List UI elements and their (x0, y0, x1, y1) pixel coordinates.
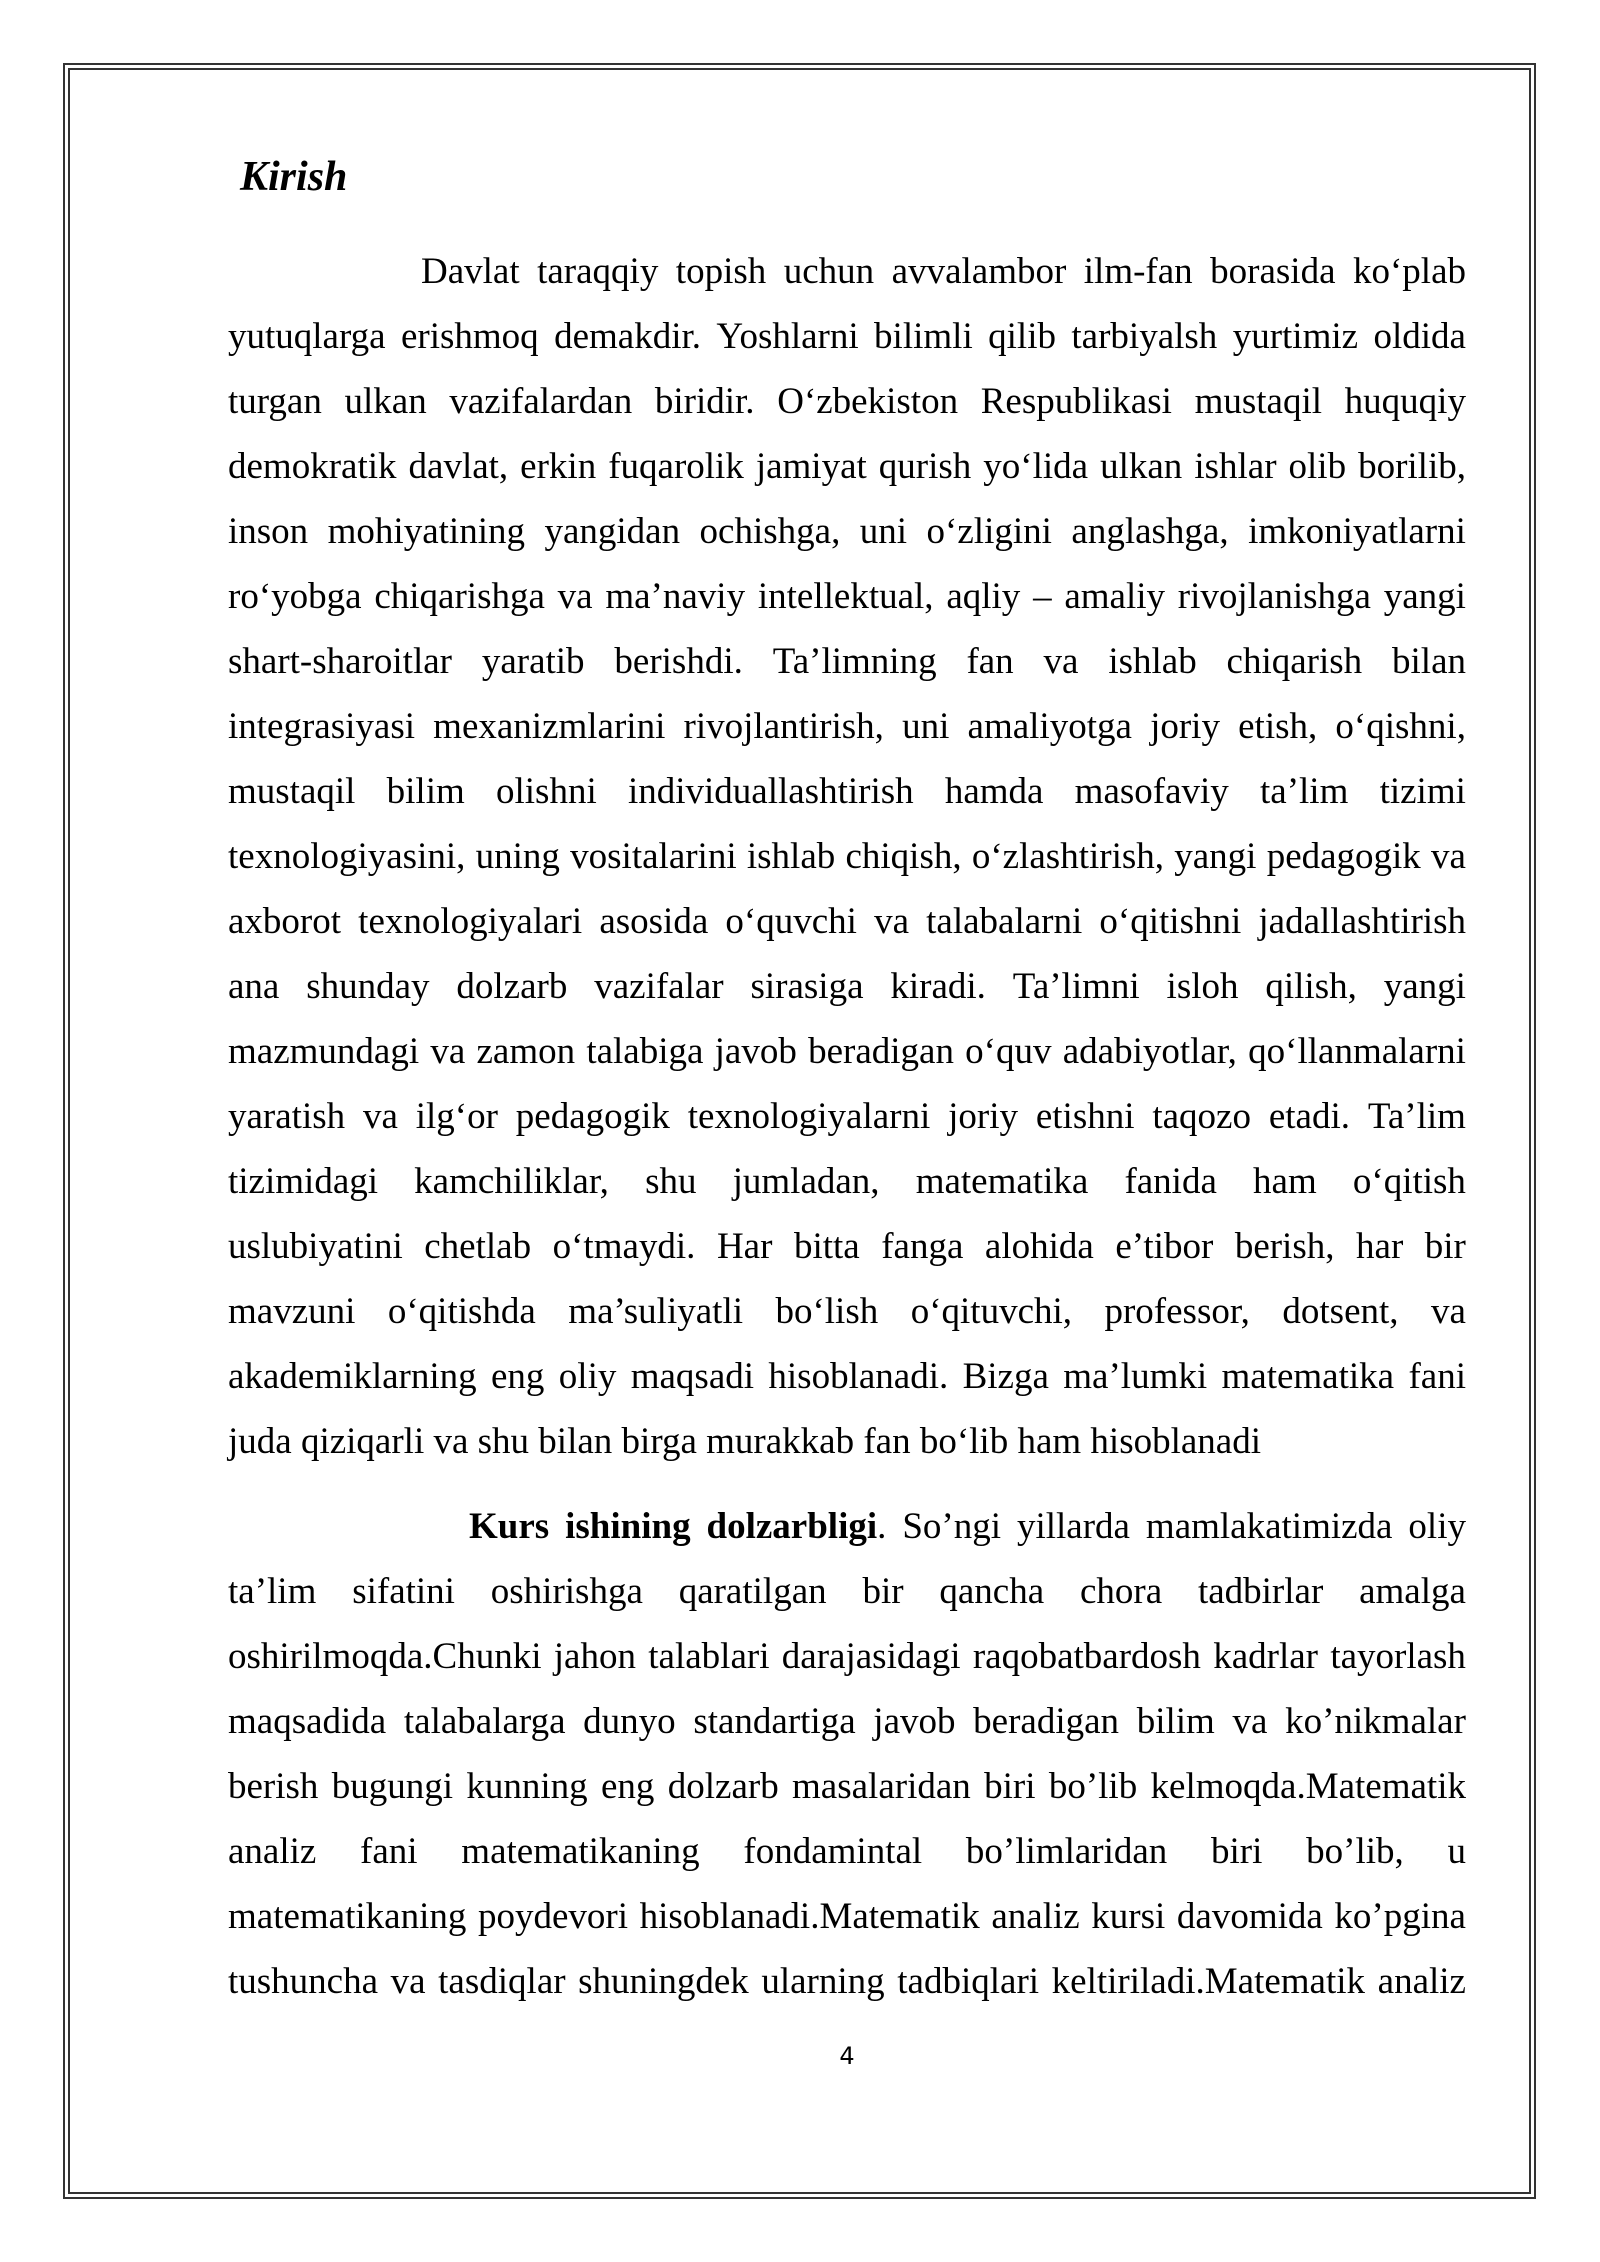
text-line (228, 1084, 1466, 1149)
word: texnologiyasini, (228, 836, 466, 877)
word: matematikaning (228, 1896, 467, 1937)
word: demakdir. (554, 316, 702, 357)
text-line (228, 1819, 1466, 1884)
word: talabalarga (403, 1701, 566, 1742)
word: bir (862, 1571, 904, 1612)
word: tadbiqlari (897, 1961, 1040, 2002)
word: qaratilgan (678, 1571, 827, 1612)
word: masalaridan (792, 1766, 971, 1807)
text-line (228, 1214, 1466, 1279)
word: borasida (1210, 251, 1336, 292)
word: javob (873, 1701, 956, 1742)
word: poydevori (477, 1896, 629, 1937)
word: har (1356, 1226, 1404, 1267)
text-line (228, 1624, 1466, 1689)
word: matematikaning (461, 1831, 700, 1872)
word: davlat, (408, 446, 509, 487)
word: tushuncha (228, 1961, 379, 2002)
text-line (228, 1149, 1466, 1214)
word: ta’lim (1260, 771, 1349, 812)
word: tizimi (1379, 771, 1466, 812)
word: bilim (1136, 1701, 1215, 1742)
word: bo’limlaridan (965, 1831, 1168, 1872)
word: Bizga (962, 1356, 1049, 1397)
word: bilan (1392, 641, 1466, 682)
word: yangi (1174, 836, 1257, 877)
word: turgan (228, 381, 322, 422)
word: chiqish, (845, 836, 962, 877)
word: va (1232, 1701, 1268, 1742)
word: akademiklarning (228, 1356, 477, 1397)
word: ulkan (344, 381, 427, 422)
word: bilim (386, 771, 465, 812)
word: topish (675, 251, 767, 292)
word: jadallashtirish (1258, 901, 1466, 942)
text-line (228, 1949, 1466, 2014)
word: tayorlash (1330, 1636, 1466, 1677)
word: javob (714, 1031, 797, 1072)
text-line (228, 1884, 1466, 1949)
word: ma’naviy (605, 576, 746, 617)
word: bir (1424, 1226, 1466, 1267)
word: rivojlantirish, (683, 706, 884, 747)
word: talabiga (586, 1031, 704, 1072)
word: analiz (228, 1831, 317, 1872)
word: hisoblanadi. (768, 1356, 949, 1397)
word: hisoblanadi.Matematik (639, 1896, 980, 1937)
word: va (1431, 836, 1466, 877)
word: qilish, (1265, 966, 1357, 1007)
word: ko‘plab (1352, 251, 1466, 292)
word: qo‘llanmalarni (1248, 1031, 1466, 1072)
text-line (228, 889, 1466, 954)
word: ilg‘or (415, 1096, 498, 1137)
word: Respublikasi (980, 381, 1172, 422)
word: fanga (881, 1226, 964, 1267)
word: mexanizmlarini (433, 706, 666, 747)
word: o‘qitishni (1099, 901, 1242, 942)
word: jumladan, (732, 1161, 880, 1202)
word: kunning (466, 1766, 588, 1807)
word: imkoniyatlarni (1248, 511, 1466, 552)
word: ko’pgina (1334, 1896, 1466, 1937)
text-line (228, 434, 1466, 499)
word: yaratish (228, 1096, 346, 1137)
paragraph (228, 239, 1466, 1474)
word: taraqqiy (537, 251, 659, 292)
word: amalga (1359, 1571, 1466, 1612)
word: uni (902, 706, 950, 747)
word: o‘quvchi (725, 901, 857, 942)
page-number: 4 (839, 2042, 855, 2070)
word: kadrlar (1213, 1636, 1319, 1677)
word: individuallashtirish (627, 771, 914, 812)
word: dolzarb (667, 1766, 779, 1807)
word: bilimli (874, 316, 973, 357)
word: asosida (599, 901, 709, 942)
word: keltiriladi.Matematik (1051, 1961, 1366, 2002)
text-line (228, 824, 1466, 889)
word: chora (1079, 1571, 1163, 1612)
word: bitta (793, 1226, 860, 1267)
word: erishmoq (400, 316, 539, 357)
word: fani (1408, 1356, 1466, 1397)
word: talablari (648, 1636, 770, 1677)
text-line (228, 304, 1466, 369)
word: berish, (1234, 1226, 1335, 1267)
word: shart-sharoitlar (228, 641, 452, 682)
word: uning (475, 836, 560, 877)
word: kursi (1091, 1896, 1166, 1937)
word: va (557, 576, 593, 617)
word: kamchiliklar, (414, 1161, 609, 1202)
word: standartiga (693, 1701, 856, 1742)
word: pedagogik (1266, 836, 1421, 877)
word: o‘quv (965, 1031, 1052, 1072)
word: fuqarolik (608, 446, 744, 487)
word: ishlab (1108, 641, 1197, 682)
word: qurish (878, 446, 972, 487)
word: bo’lib, (1306, 1831, 1404, 1872)
word: biri (984, 1766, 1036, 1807)
word: alohida (984, 1226, 1094, 1267)
word: ochishga, (699, 511, 841, 552)
word: jamiyat (755, 446, 867, 487)
word: analiz (1377, 1961, 1466, 2002)
word: Ta’lim (1367, 1096, 1466, 1137)
word: bugungi (331, 1766, 454, 1807)
word: axborot (228, 901, 342, 942)
word: shunday (306, 966, 430, 1007)
word: – (1033, 576, 1052, 617)
word: isloh (1166, 966, 1239, 1007)
word: ilm-fan (1083, 251, 1193, 292)
word: tarbiyalsh (1071, 316, 1218, 357)
word: ham (1253, 1161, 1317, 1202)
word: masofaviy (1074, 771, 1229, 812)
word: vazifalardan (449, 381, 633, 422)
word: inson (228, 511, 309, 552)
text-line (228, 759, 1466, 824)
word: tasdiqlar (438, 1961, 566, 2002)
word: avvalambor (891, 251, 1067, 292)
word: chetlab (424, 1226, 532, 1267)
word: berish (228, 1766, 319, 1807)
word: mazmundagi (228, 1031, 420, 1072)
word: ro‘yobga (228, 576, 362, 617)
word: o‘tmaydi. (552, 1226, 696, 1267)
word: vositalarini (570, 836, 737, 877)
word: aqliy (946, 576, 1021, 617)
word: professor, (1104, 1291, 1250, 1332)
word: ana (228, 966, 280, 1007)
section-heading: Kirish (240, 154, 348, 200)
word: Ta’limni (1012, 966, 1140, 1007)
text-line (228, 1689, 1466, 1754)
word: oshirilmoqda.Chunki (228, 1636, 542, 1677)
word: eng (600, 1766, 655, 1807)
word: jahon (553, 1636, 636, 1677)
word: analiz (991, 1896, 1080, 1937)
word: chiqarish (1226, 641, 1363, 682)
bold-lead-text: Kurs ishining dolzarbligi (469, 1506, 878, 1547)
word: chiqarishga (374, 576, 545, 617)
word: biri (1211, 1831, 1263, 1872)
word: ta’lim (228, 1571, 317, 1612)
word: Yoshlarni (716, 316, 859, 357)
word: amaliyotga (967, 706, 1132, 747)
word: dunyo (583, 1701, 676, 1742)
word: etadi. (1268, 1096, 1350, 1137)
word: dotsent, (1282, 1291, 1399, 1332)
word: dolzarb (456, 966, 568, 1007)
word: kelmoqda.Matematik (1150, 1766, 1466, 1807)
word: e’tibor (1115, 1226, 1214, 1267)
word: etishni (1035, 1096, 1135, 1137)
word: va (1430, 1291, 1466, 1332)
word: joriy (948, 1096, 1018, 1137)
word: davomida (1176, 1896, 1323, 1937)
word: etish, (1238, 706, 1318, 747)
word: fanida (1124, 1161, 1217, 1202)
word: Ta’limning (772, 641, 937, 682)
word: ularning (761, 1961, 885, 2002)
word: joriy (1150, 706, 1220, 747)
word: amaliy (1064, 576, 1166, 617)
word: mustaqil (1194, 381, 1323, 422)
word: rivojlanishga (1177, 576, 1371, 617)
word: bo’lib (1048, 1766, 1138, 1807)
word: yangi (1383, 966, 1466, 1007)
text-line (228, 564, 1466, 629)
text-line (228, 954, 1466, 1019)
word: O‘zbekiston (777, 381, 959, 422)
word: matematika (1221, 1356, 1395, 1397)
word: o‘qituvchi, (910, 1291, 1073, 1332)
word: berishdi. (614, 641, 743, 682)
word: anglashga, (1071, 511, 1229, 552)
word: va (430, 1031, 466, 1072)
text-line (228, 1279, 1466, 1344)
lead-text: . So’ngi yillarda mamlakatimizda oliy (877, 1506, 1466, 1547)
word: shu (645, 1161, 697, 1202)
text-line (228, 239, 1466, 304)
word: mustaqil (228, 771, 356, 812)
word: tizimidagi (228, 1161, 379, 1202)
word: yutuqlarga (228, 316, 386, 357)
word: u (1447, 1831, 1466, 1872)
word: erkin (520, 446, 597, 487)
word: tadbirlar (1197, 1571, 1324, 1612)
text-line (228, 1754, 1466, 1819)
word: biridir. (654, 381, 755, 422)
word: yaratib (481, 641, 585, 682)
text-line (228, 499, 1466, 564)
word: vazifalar (594, 966, 724, 1007)
word: olib (1288, 446, 1347, 487)
word: texnologiyalarni (687, 1096, 931, 1137)
word: borilib, (1358, 446, 1466, 487)
text-line-last: juda qiziqarli va shu bilan birga murakkab fan bo‘lib ham hisoblanadi (228, 1421, 1262, 1462)
word: va (1043, 641, 1079, 682)
word: va (390, 1961, 426, 2002)
text-line (228, 629, 1466, 694)
word: kiradi. (890, 966, 986, 1007)
word: qilib (988, 316, 1056, 357)
word: o‘zligini (926, 511, 1052, 552)
word: va (874, 901, 909, 942)
word: o‘qishni, (1335, 706, 1466, 747)
word: oshirishga (490, 1571, 643, 1612)
word: zamon (476, 1031, 576, 1072)
text-line-lead (228, 1494, 1466, 1559)
word: va (362, 1096, 398, 1137)
text-line (228, 369, 1466, 434)
word: beradigan (808, 1031, 954, 1072)
word: bo‘lish (775, 1291, 879, 1332)
word: eng (491, 1356, 545, 1397)
word: uni (859, 511, 908, 552)
word: Davlat (421, 251, 520, 292)
word: talabalarni (926, 901, 1083, 942)
word: yangi (1383, 576, 1466, 617)
word: texnologiyalari (358, 901, 583, 942)
word: maqsadi (630, 1356, 755, 1397)
text-line (228, 1344, 1466, 1409)
word: yurtimiz (1232, 316, 1359, 357)
word: mohiyatining (327, 511, 525, 552)
text-line (228, 694, 1466, 759)
word: fondamintal (743, 1831, 923, 1872)
word: ulkan (1100, 446, 1183, 487)
text-line (228, 1559, 1466, 1624)
word: yangidan (544, 511, 681, 552)
word: oliy (558, 1356, 617, 1397)
word: integrasiyasi (228, 706, 416, 747)
word: huquqiy (1344, 381, 1466, 422)
word: o‘zlashtirish, (971, 836, 1165, 877)
word: fani (360, 1831, 418, 1872)
word: shuningdek (578, 1961, 749, 2002)
word: intellektual, (757, 576, 934, 617)
word: yo‘lida (983, 446, 1089, 487)
word: pedagogik (515, 1096, 670, 1137)
word: o‘qitishda (387, 1291, 536, 1332)
word: uslubiyatini (228, 1226, 403, 1267)
word: raqobatbardosh (972, 1636, 1201, 1677)
word: ma’suliyatli (568, 1291, 743, 1332)
word: mavzuni (228, 1291, 356, 1332)
word: matematika (915, 1161, 1089, 1202)
word: ishlar (1194, 446, 1277, 487)
word: fan (966, 641, 1014, 682)
word: darajasidagi (781, 1636, 961, 1677)
word: uchun (783, 251, 875, 292)
word: adabiyotlar, (1062, 1031, 1237, 1072)
word: Har (716, 1226, 773, 1267)
word: ishlab (746, 836, 836, 877)
word: ma’lumki (1063, 1356, 1208, 1397)
word: qancha (939, 1571, 1045, 1612)
paragraph (228, 1494, 1466, 2014)
word: sifatini (352, 1571, 455, 1612)
word: olishni (495, 771, 597, 812)
word: beradigan (973, 1701, 1120, 1742)
text-line (228, 1019, 1466, 1084)
word: oldida (1373, 316, 1466, 357)
word: demokratik (228, 446, 397, 487)
word: o‘qitish (1352, 1161, 1466, 1202)
word: sirasiga (750, 966, 864, 1007)
word: ko’nikmalar (1285, 1701, 1466, 1742)
word: taqozo (1152, 1096, 1251, 1137)
word: hamda (944, 771, 1044, 812)
word: maqsadida (228, 1701, 387, 1742)
